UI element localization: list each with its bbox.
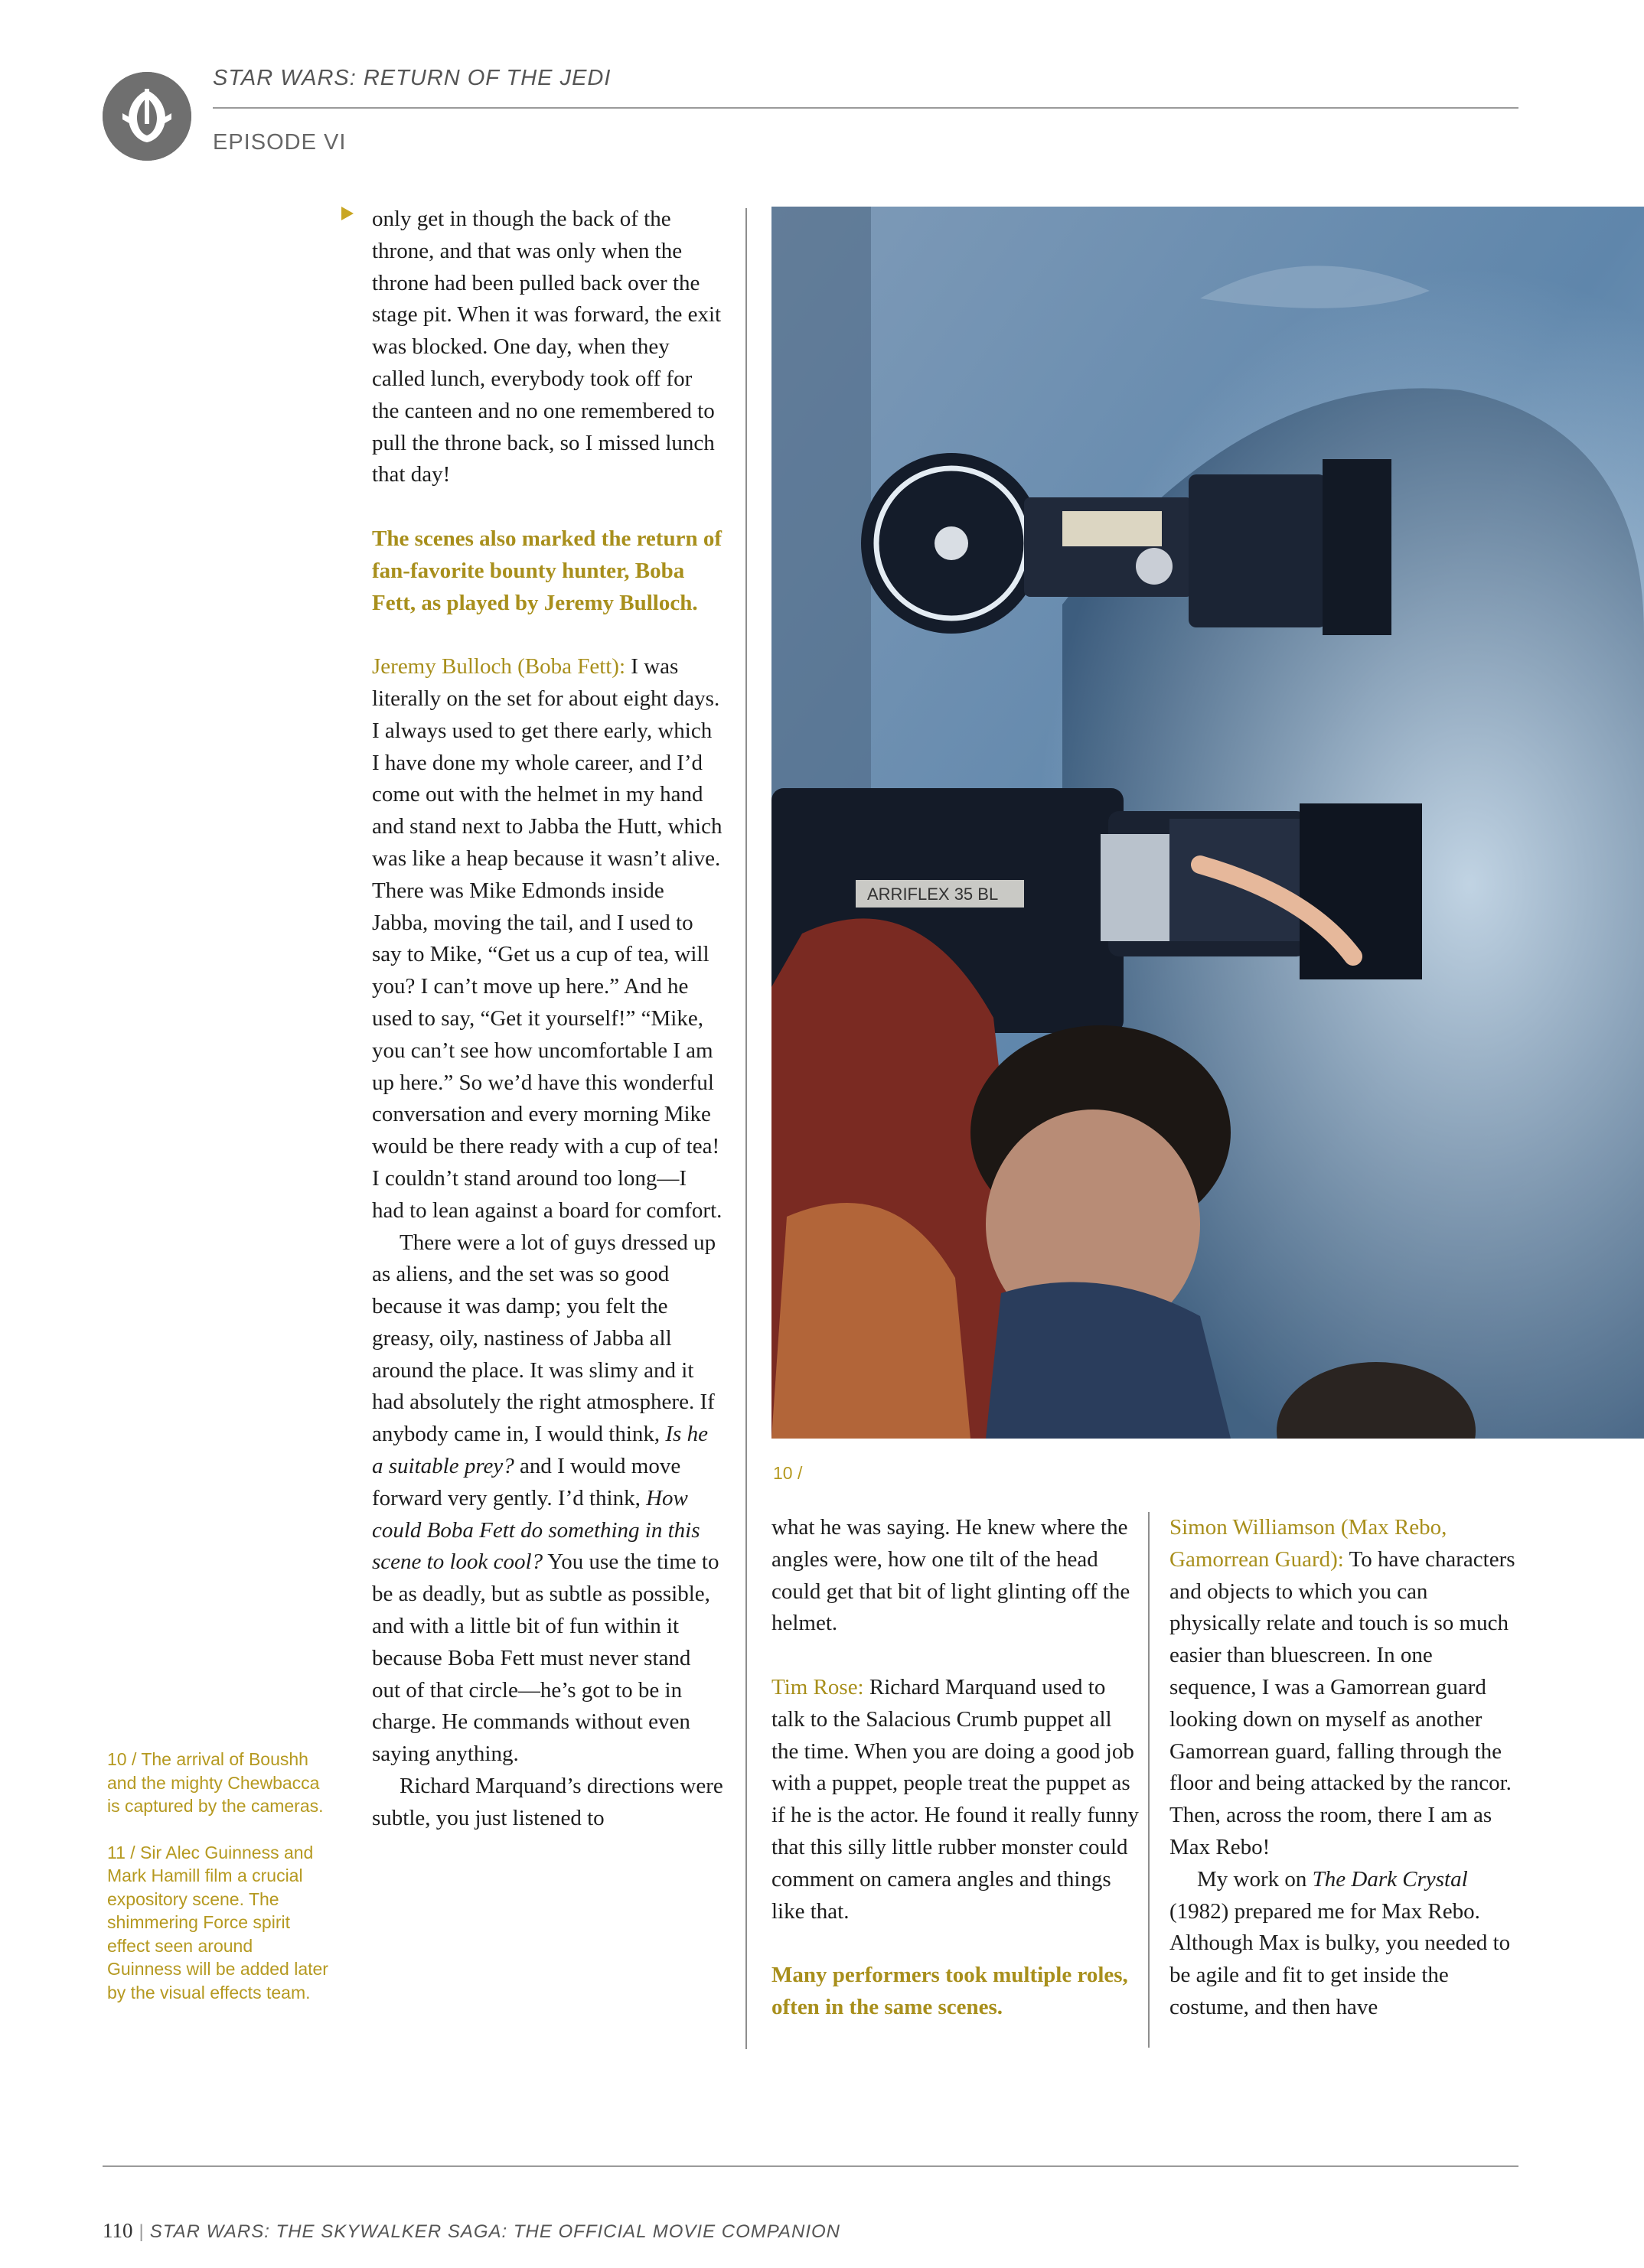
page-footer	[103, 2219, 840, 2243]
footer-rule	[103, 2165, 1518, 2167]
caption-10: 10 / The arrival of Boushh and the mighty Chewbacca is captured by the cameras.	[107, 1749, 324, 1816]
text-run: There were a lot of guys dressed up as aliens, and the set was so good because it was damp; you felt the greasy, oily, nastiness of Jabba all around the place. It was slimy and it had absolutely the right atmosphere. If anybody came in, I would think,	[372, 1230, 716, 1447]
paragraph: what he was saying. He knew where the angles were, how one tilt of the head could get that bit of light glinting off the helmet.	[771, 1515, 1130, 1636]
behind-the-scenes-photo	[771, 207, 1644, 1439]
running-head-episode: EPISODE VI	[213, 130, 347, 155]
column-rule	[1148, 1512, 1150, 2048]
text-column-1	[372, 204, 724, 1835]
header-rule	[213, 107, 1518, 109]
text-run: and I would move forward very gently. I’d think,	[372, 1454, 681, 1510]
pull-statement: Many performers took multiple roles, often in the same scenes.	[771, 1963, 1128, 2019]
text-run: My work on	[1197, 1866, 1313, 1892]
running-head-title: STAR WARS: RETURN OF THE JEDI	[213, 66, 612, 90]
photo-number-label: 10 /	[773, 1463, 803, 1483]
caption-11: 11 / Sir Alec Guinness and Mark Hamill film a crucial expository scene. The shimmering Force spirit effect seen around Guinness will be added later by the visual effects team.	[107, 1842, 328, 2002]
caption-block	[107, 1748, 329, 2004]
quote-text: I was literally on the set for about eight days. I always used to get there early, which I have done my whole career, and I’d come out with the helmet in my hand and stand next to Jabba the Hutt, which was like a heap because it wasn’t alive. There was Mike Edmonds inside Jabba, moving the tail, and I used to say to Mike, “Get us a cup of tea, will you? I can’t move up here.” And he used to say, “Get it yourself!” “Mike, you can’t see how uncomfortable I am up here.” So we’d have this wonderful conversation and every morning Mike would be there ready with a cup of tea! I couldn’t stand around too long—I had to lean against a board for comfort.	[372, 654, 723, 1223]
speaker-name: Jeremy Bulloch (Boba Fett):	[372, 654, 626, 679]
paragraph: Richard Marquand’s directions were subtle, you just listened to	[372, 1774, 723, 1830]
paragraph	[1169, 1512, 1522, 1864]
rebel-alliance-logo-icon	[103, 72, 191, 161]
speaker-name: Simon Williamson (Max Rebo, Gamorrean Guard):	[1169, 1515, 1447, 1572]
text-run: You use the time to be as deadly, but as subtle as possible, and with a little bit of fun within it because Boba Fett must never stand out of that circle—he’s got to be in charge. He commands without even saying anything.	[372, 1549, 719, 1767]
paragraph	[372, 1227, 724, 1771]
speaker-name: Tim Rose:	[771, 1674, 864, 1699]
italic-text: Is he a suitable prey?	[372, 1422, 708, 1479]
book-title: STAR WARS: THE SKYWALKER SAGA: THE OFFICIAL MOVIE COMPANION	[149, 2221, 840, 2242]
paragraph	[372, 651, 724, 1227]
paragraph: only get in though the back of the throne, and that was only when the throne had been pulled back over the stage pit. When it was forward, the exit was blocked. One day, when they called lunch, everybody took off for the canteen and no one remembered to pull the throne back, so I missed lunch that day!	[372, 207, 722, 487]
italic-text: How could Boba Fett do something in this scene to look cool?	[372, 1485, 700, 1575]
quote-text: Richard Marquand used to talk to the Salacious Crumb puppet all the time. When you are doing a good job with a puppet, people treat the puppet as if he is the actor. He found it really funny that this silly little rubber monster could comment on camera angles and things like that.	[771, 1674, 1139, 1924]
paragraph	[1169, 1864, 1522, 2024]
text-column-3	[1169, 1512, 1522, 2024]
page-number: 110	[103, 2219, 133, 2242]
text-run: (1982) prepared me for Max Rebo. Although Max is bulky, you needed to be agile and fit to get inside the costume, and then have	[1169, 1898, 1511, 2019]
quote-text: To have characters and objects to which you can physically relate and touch is so much easier than bluescreen. In one sequence, I was a Gamorrean guard looking down on myself as another Gamorrean guard, falling through the floor and being attacked by the rancor. Then, across the room, there I am as Max Rebo!	[1169, 1546, 1515, 1859]
column-rule	[745, 208, 747, 2049]
continue-arrow-icon	[341, 207, 354, 220]
pull-statement: The scenes also marked the return of fan-favorite bounty hunter, Boba Fett, as played by Jeremy Bulloch.	[372, 526, 722, 615]
camera-label: ARRIFLEX 35 BL	[867, 885, 999, 904]
footer-separator: |	[139, 2221, 144, 2242]
italic-text: The Dark Crystal	[1312, 1866, 1468, 1892]
paragraph	[771, 1672, 1139, 1927]
text-column-2	[771, 1512, 1139, 2024]
